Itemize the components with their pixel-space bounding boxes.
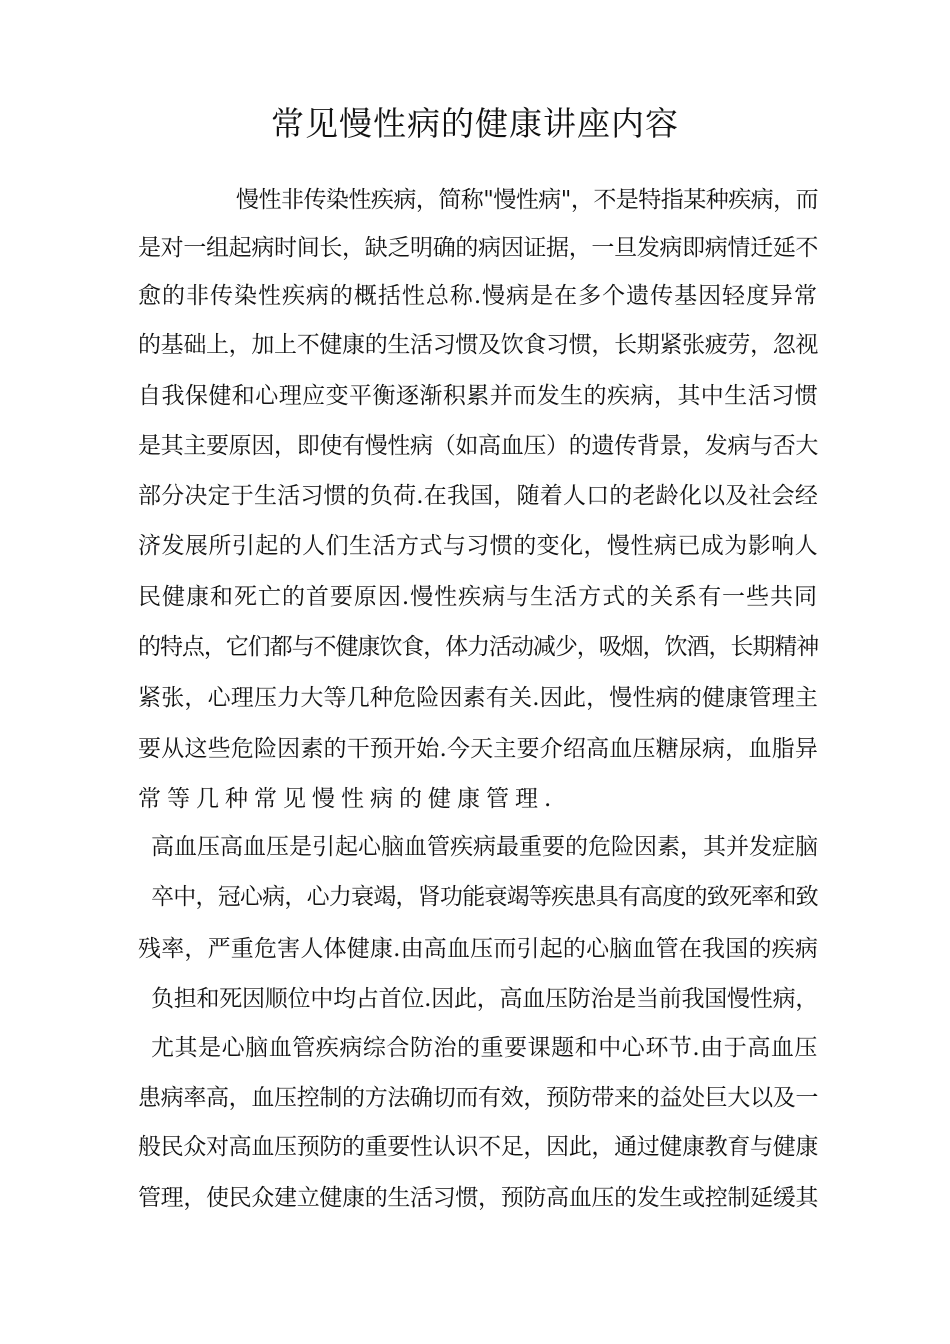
paragraph-2-line-7: 般民众对高血压预防的重要性认识不足，因此，通过健康教育与健康 (138, 1134, 819, 1160)
paragraph-1-line-13: 常等几种常见慢性病的健康管理. (138, 786, 558, 812)
paragraph-2-line-4: 负担和死因顺位中均占首位.因此，高血压防治是当前我国慢性病， (151, 986, 819, 1012)
paragraph-2-line-1: 高血压高血压是引起心脑血管疾病最重要的危险因素，其并发症脑 (151, 834, 818, 860)
paragraph-1-line-7: 部分决定于生活习惯的负荷.在我国，随着人口的老龄化以及社会经 (138, 483, 819, 509)
paragraph-1-line-8: 济发展所引起的人们生活方式与习惯的变化，慢性病已成为影响人 (138, 533, 819, 559)
paragraph-1-line-10: 的特点，它们都与不健康饮食，体力活动减少，吸烟，饮酒，长期精神 (138, 634, 819, 660)
paragraph-1-line-11: 紧张，心理压力大等几种危险因素有关.因此，慢性病的健康管理主 (138, 685, 819, 711)
paragraph-2-line-8: 管理，使民众建立健康的生活习惯，预防高血压的发生或控制延缓其 (138, 1185, 819, 1211)
paragraph-1-line-6: 是其主要原因，即使有慢性病（如高血压）的遗传背景，发病与否大 (138, 433, 819, 459)
paragraph-1-line-1: 慢性非传染性疾病，简称"慢性病"，不是特指某种疾病，而 (236, 187, 819, 213)
paragraph-1-line-9: 民健康和死亡的首要原因.慢性疾病与生活方式的关系有一些共同 (138, 584, 819, 610)
paragraph-1-line-12: 要从这些危险因素的干预开始.今天主要介绍高血压糖尿病，血脂异 (138, 736, 819, 762)
paragraph-1-line-2: 是对一组起病时间长，缺乏明确的病因证据，一旦发病即病情迁延不 (138, 235, 819, 261)
document-title: 常见慢性病的健康讲座内容 (271, 104, 679, 143)
paragraph-1-line-5: 自我保健和心理应变平衡逐渐积累并而发生的疾病，其中生活习惯 (138, 383, 819, 409)
paragraph-1-line-4: 的基础上，加上不健康的生活习惯及饮食习惯，长期紧张疲劳，忽视 (138, 332, 819, 358)
paragraph-2-line-6: 患病率高，血压控制的方法确切而有效，预防带来的益处巨大以及一 (138, 1085, 819, 1111)
paragraph-1-line-3: 愈的非传染性疾病的概括性总称.慢病是在多个遗传基因轻度异常 (138, 283, 819, 309)
paragraph-2-line-3: 残率，严重危害人体健康.由高血压而引起的心脑血管在我国的疾病 (138, 936, 819, 962)
paragraph-2-line-5: 尤其是心脑血管疾病综合防治的重要课题和中心环节.由于高血压 (151, 1035, 818, 1061)
paragraph-2-line-2: 卒中，冠心病，心力衰竭，肾功能衰竭等疾患具有高度的致死率和致 (151, 884, 818, 910)
